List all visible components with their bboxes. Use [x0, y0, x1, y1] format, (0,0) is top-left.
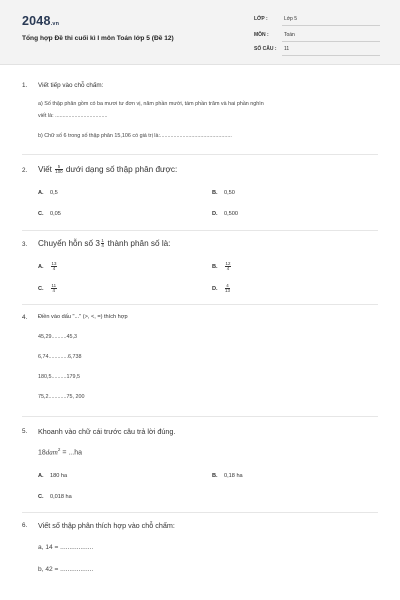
question-5-option-a[interactable]: [38, 473, 67, 479]
meta-divider: [282, 41, 380, 42]
question-2-number: 2.: [22, 167, 28, 174]
fraction-numerator: 11: [51, 283, 57, 288]
question-5-number: 5.: [22, 428, 28, 435]
question-divider: [22, 416, 378, 417]
question-1-number: 1.: [22, 82, 28, 89]
question-3-number: 3.: [22, 241, 28, 248]
meta-class-value: Lớp 5: [284, 16, 298, 22]
question-4-item-3: 180,5..........179,5: [38, 374, 80, 380]
option-label: C.: [38, 211, 44, 217]
question-6-text: Viết số thập phân thích hợp vào chỗ chấm:: [38, 521, 175, 530]
question-divider: [22, 230, 378, 231]
site-logo[interactable]: [22, 14, 59, 28]
question-4-item-4: 75,2............75, 200: [38, 394, 85, 400]
option-label: D.: [212, 286, 218, 293]
option-value: 0,05: [50, 211, 61, 217]
question-1-text: Viết tiếp vào chỗ chấm:: [38, 82, 104, 89]
option-value: 0,500: [224, 211, 238, 217]
logo-suffix: .vn: [50, 21, 60, 27]
meta-divider: [282, 55, 380, 56]
option-label: C.: [38, 494, 44, 500]
option-fraction: [51, 262, 57, 272]
question-2-option-c[interactable]: [38, 211, 61, 217]
fraction-numerator: 1: [101, 238, 104, 243]
expression-exponent: 2: [57, 447, 61, 452]
fraction-denominator: 4: [226, 266, 230, 272]
meta-count: [254, 44, 380, 56]
question-2-option-d[interactable]: [212, 211, 238, 217]
page-title: Tổng hợp Đề thi cuối kì I môn Toán lớp 5 (Đề 12): [22, 35, 174, 42]
question-divider: [22, 154, 378, 155]
question-6-number: 6.: [22, 522, 28, 529]
meta-count-value: 11: [284, 46, 290, 52]
option-label: D.: [212, 211, 218, 217]
logo-text: 2048: [22, 14, 51, 28]
question-3-option-c[interactable]: [38, 284, 58, 294]
question-4-text: Điền vào dấu "..." (>, <, =) thích hợp: [38, 314, 128, 320]
question-5-option-c[interactable]: [38, 494, 72, 500]
question-4-item-2: 6,74.............6,738: [38, 354, 82, 360]
fraction-denominator: 4: [52, 288, 55, 294]
question-2-text: [38, 165, 177, 175]
expression-rest: = ...ha: [62, 449, 82, 457]
question-2-option-b[interactable]: [212, 190, 235, 196]
fraction-denominator: 13: [225, 288, 230, 294]
meta-subject-label: MÔN :: [254, 32, 269, 38]
question-6-item-b: b, 42 = ..................: [38, 566, 94, 573]
question-6-item-a: a, 14 = ..................: [38, 544, 94, 551]
fraction-denominator: 100: [55, 169, 63, 175]
question-2-text-before: Viết: [38, 165, 52, 175]
expression-unit: dam: [45, 448, 58, 457]
page-header: [0, 0, 400, 65]
question-1a-line2: viết là: ...................................: [38, 113, 108, 119]
question-3-option-d[interactable]: [212, 284, 231, 294]
option-label: B.: [212, 190, 218, 196]
question-3-text-before: Chuyển hỗn số 3: [38, 239, 100, 249]
meta-count-label: SỐ CÂU :: [254, 46, 277, 52]
option-value: 0,50: [224, 190, 235, 196]
option-label: A.: [38, 473, 44, 479]
question-3-option-b[interactable]: [212, 262, 232, 272]
question-1b: b) Chữ số 6 trong số thập phân 15,106 có giá trị là:................................................: [38, 133, 232, 139]
question-5-text: Khoanh vào chữ cái trước câu trả lời đúng.: [38, 427, 176, 436]
fraction-denominator: 4: [101, 243, 104, 249]
option-label: A.: [38, 264, 44, 271]
option-label: B.: [212, 264, 218, 271]
question-3-text: [38, 239, 170, 249]
expression-number: 18: [38, 449, 46, 457]
question-2-text-after: dưới dạng số thập phân được:: [65, 165, 178, 175]
question-2-option-a[interactable]: [38, 190, 58, 196]
fraction-numerator: 5: [55, 165, 62, 170]
question-4-number: 4.: [22, 314, 28, 321]
option-fraction: [225, 262, 231, 272]
meta-class-label: LỚP :: [254, 16, 268, 22]
meta-class: [254, 14, 380, 26]
option-label: B.: [212, 473, 218, 479]
option-label: A.: [38, 190, 44, 196]
option-fraction: [225, 284, 230, 294]
meta-subject: [254, 30, 380, 42]
meta-subject-value: Toán: [284, 32, 295, 38]
option-value: 0,5: [50, 190, 58, 196]
fraction-numerator: 4: [226, 283, 229, 288]
option-value: 0,018 ha: [50, 494, 72, 500]
option-label: C.: [38, 286, 44, 293]
question-3-text-after: thành phân số là:: [107, 239, 171, 249]
question-2-fraction: [55, 165, 62, 175]
fraction-denominator: 4: [52, 266, 56, 272]
option-fraction: [51, 284, 57, 294]
question-divider: [22, 512, 378, 513]
question-5-expression: [38, 447, 82, 456]
fraction-numerator: 13: [51, 261, 57, 266]
fraction-numerator: 12: [225, 261, 231, 266]
meta-divider: [282, 25, 380, 26]
option-value: 0,18 ha: [224, 473, 243, 479]
question-3-option-a[interactable]: [38, 262, 58, 272]
question-1a-line1: a) Số thập phân gồm có ba mươi tư đơn vị, năm phần mười, tám phần trăm và hai phần nghìn: [38, 101, 264, 107]
question-5-option-b[interactable]: [212, 473, 243, 479]
option-value: 180 ha: [50, 473, 68, 479]
question-3-fraction: [101, 239, 104, 249]
question-divider: [22, 304, 378, 305]
question-4-item-1: 45,29..........45,3: [38, 334, 77, 340]
